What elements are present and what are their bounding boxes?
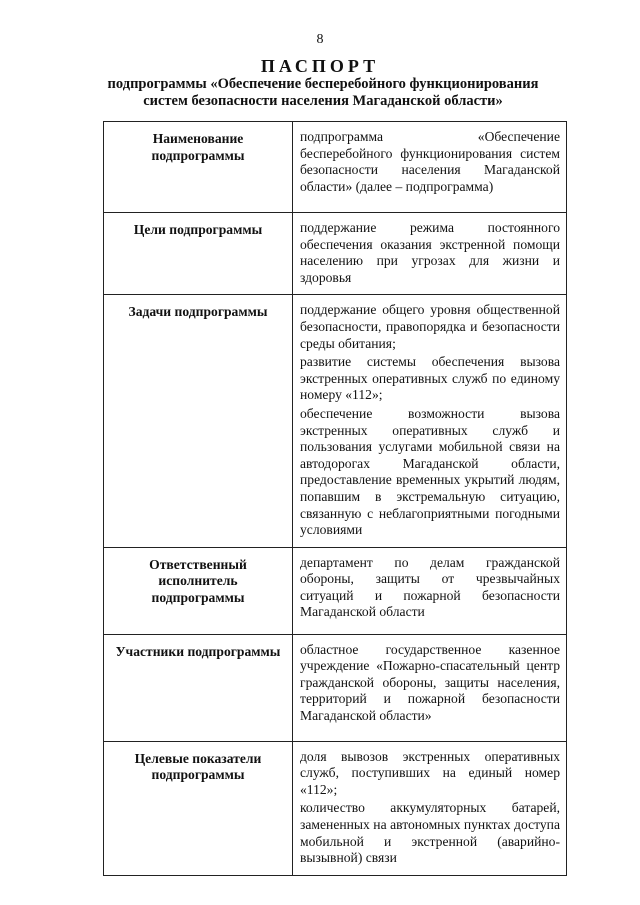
value-paragraph: подпрограмма «Обеспечение бесперебойного функционирования систем безопасности населения Магаданской области» (далее – подпрограмма) <box>300 129 560 194</box>
value-paragraph: обеспечение возможности вызова экстренных оперативных служб и пользования услугами мобильной связи на автодорогах Магаданской области, предоставление временных укрытий людям, попавшим в экстремальную ситуацию, связанную с неблагоприятными погодными условиями <box>300 405 560 538</box>
passport-table <box>103 121 567 876</box>
row-label: Целевые показатели подпрограммы <box>104 741 293 875</box>
row-label: Цели подпрограммы <box>104 213 293 295</box>
row-label: Участники подпрограммы <box>104 634 293 741</box>
row-value <box>293 122 567 213</box>
value-paragraph: поддержание общего уровня общественной безопасности, правопорядка и безопасности среды обитания; <box>300 302 560 351</box>
page-number: 8 <box>316 32 324 47</box>
row-value <box>293 295 567 547</box>
document-title: ПАСПОРТ <box>260 56 380 76</box>
table-row <box>104 122 567 213</box>
value-paragraph: областное государственное казенное учреждение «Пожарно-спасательный центр гражданской обороны, защиты населения, территорий и пожарной безопасности Магаданской области» <box>300 641 560 724</box>
table-row <box>104 547 567 634</box>
row-label: Ответственный исполнитель подпрограммы <box>104 547 293 634</box>
row-label: Наименование подпрограммы <box>104 122 293 213</box>
row-value <box>293 741 567 875</box>
table-row <box>104 213 567 295</box>
row-value <box>293 634 567 741</box>
row-value <box>293 213 567 295</box>
value-paragraph: департамент по делам гражданской обороны, защиты от чрезвычайных ситуаций и пожарной безопасности Магаданской области <box>300 554 560 620</box>
row-value <box>293 547 567 634</box>
value-paragraph: развитие системы обеспечения вызова экстренных оперативных служб по единому номеру «112»; <box>300 354 560 403</box>
value-paragraph: поддержание режима постоянного обеспечения оказания экстренной помощи населению при угрозах для жизни и здоровья <box>300 220 560 285</box>
table-row <box>104 634 567 741</box>
value-paragraph: количество аккумуляторных батарей, замененных на автономных пунктах доступа мобильной и экстренной (аварийно-вызывной) связи <box>300 800 560 866</box>
document-subtitle: подпрограммы «Обеспечение бесперебойного функционирования систем безопасности населения Магаданской области» <box>107 76 539 109</box>
row-label: Задачи подпрограммы <box>104 295 293 547</box>
table-row <box>104 295 567 547</box>
table-row <box>104 741 567 875</box>
value-paragraph: доля вывозов экстренных оперативных служб, поступивших на единый номер «112»; <box>300 748 560 797</box>
